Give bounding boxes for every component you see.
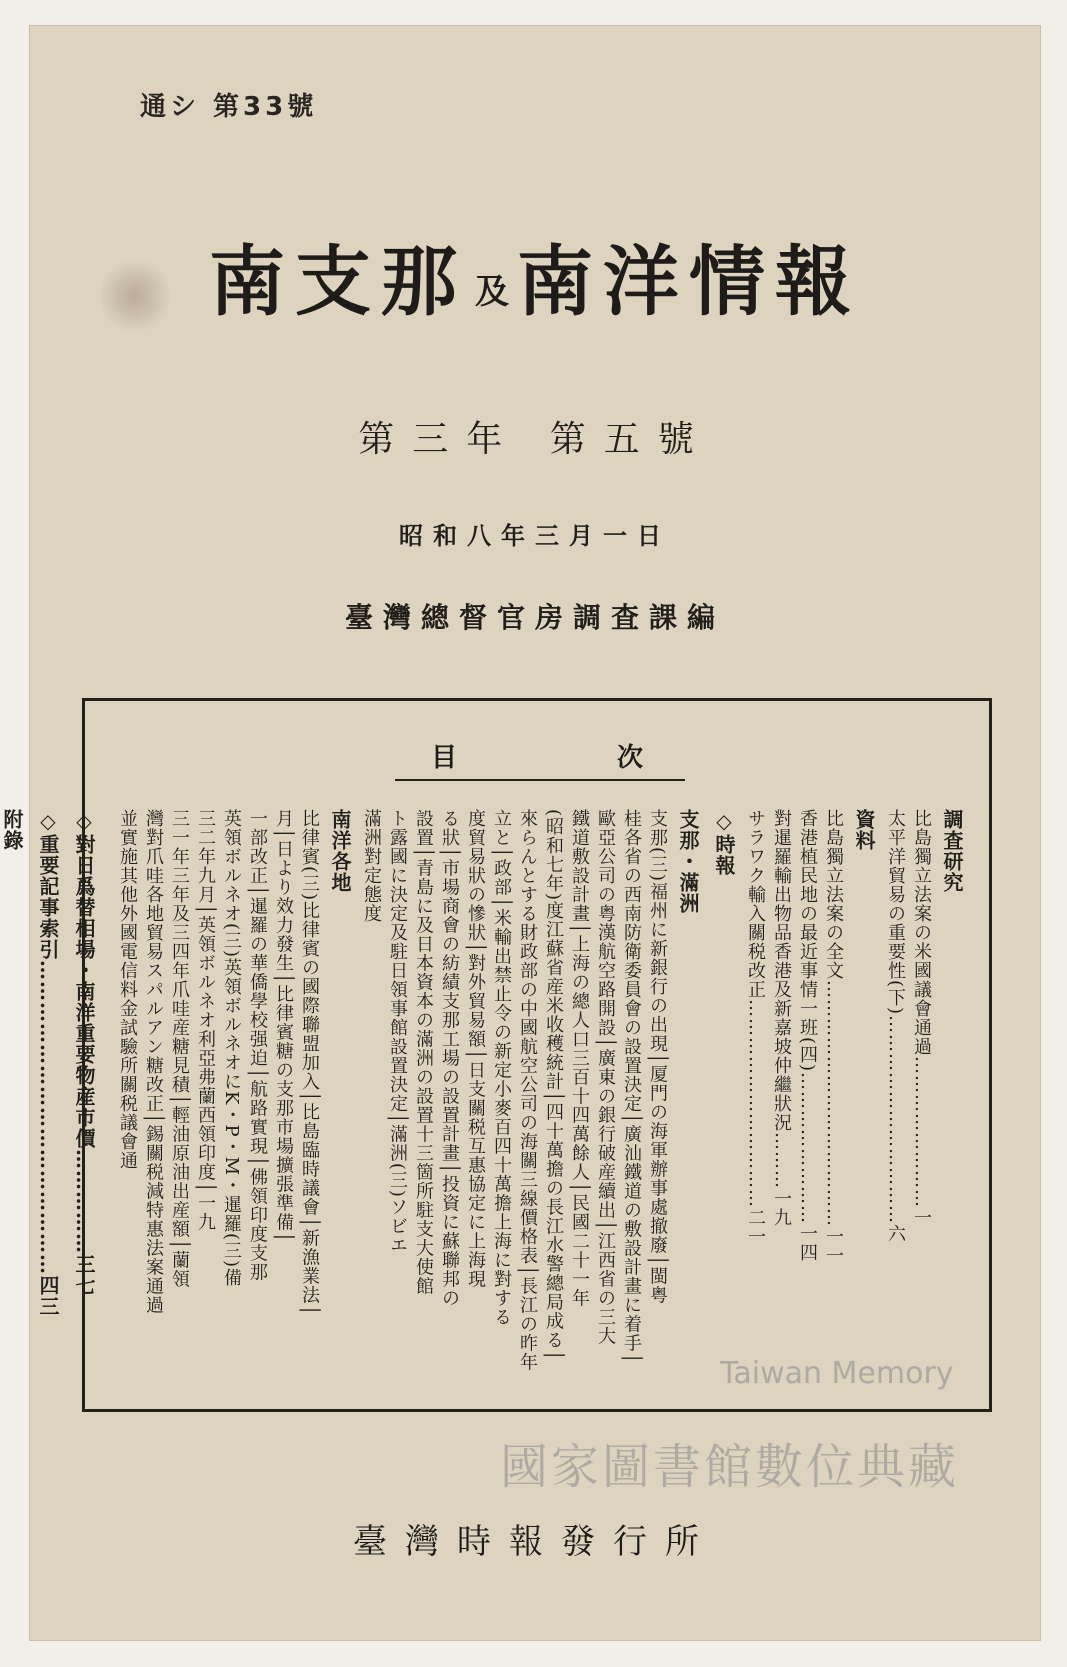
title-part2: 南洋情報 — [517, 237, 861, 326]
volume-issue: 第三年 第五號 — [358, 419, 712, 460]
toc-entry: ◇時報 — [712, 809, 736, 876]
toc-entry: 三一年三年及三四年爪哇産糖見積│輕油原油出産額│蘭領 — [169, 809, 190, 1289]
table-of-contents — [0, 698, 992, 1412]
toc-entry: 比島獨立法案の全文…………………………………一一 — [823, 809, 844, 1265]
toc-entry: 英領ボルネオ(三)英領ボルネオにK・P・M・暹羅(三)備 — [221, 809, 242, 1288]
toc-entry: 度貿易狀の慘狀│對外貿易額│日支關税互惠協定に上海現 — [465, 809, 486, 1289]
toc-entry: 桂各省の西南防衛委員會の設置決定│廣汕鐵道の敷設計畫に着手│ — [621, 809, 642, 1365]
toc-entry: 支那・滿洲 — [676, 809, 700, 914]
toc-divider — [395, 779, 685, 781]
toc-entry: 三二年九月│英領ボルネオ利亞弗蘭西領印度│一九 — [195, 809, 216, 1232]
toc-entry: 鐵道敷設計畫│上海の總人口三百十四萬餘人│民國二十一年 — [569, 809, 590, 1308]
page — [0, 26, 1040, 1640]
toc-entry: 歐亞公司の粤漢航空路開設│廣東の銀行破産續出│江西省の三大 — [595, 809, 616, 1346]
toc-entry: 設置│青島に及日本資本の滿洲の設置十三箇所駐支大使館 — [413, 809, 434, 1296]
toc-entry: (昭和七年)度江蘇省産米收穫統計│四十萬擔の長江水警總局成る│ — [543, 809, 564, 1362]
watermark: 國家圖書館數位典藏 — [500, 1439, 960, 1495]
main-title — [30, 221, 1040, 330]
toc-entry: ◇重要記事索引………………………………………四三 — [36, 809, 60, 1317]
series-number: 通シ 第33號 — [140, 92, 318, 122]
toc-entry: ト露國に決定及駐日領事館設置決定│滿洲(三)ソビエ — [387, 809, 408, 1255]
toc-entry: 支那(三)福州に新銀行の出現│厦門の海軍辦事處撤廢│閩粤 — [647, 809, 668, 1305]
toc-entry — [103, 809, 113, 1369]
publication-date: 昭和八年三月一日 — [399, 521, 671, 550]
title-part1: 南支那 — [209, 237, 467, 326]
toc-entry: 香港植民地の最近事情一班(四)……………………一四 — [797, 809, 818, 1263]
publisher: 臺灣時報發行所 — [353, 1522, 717, 1562]
toc-entry: 一部改正│暹羅の華僑學校强迫│航路實現│佛領印度支那 — [247, 809, 268, 1282]
toc-entry: 調査研究 — [940, 809, 964, 893]
toc-entry: 灣對爪哇各地貿易スパルアン糖改正│錫關税減特惠法案通過 — [143, 809, 164, 1315]
watermark-latin: Taiwan Memory — [720, 1356, 954, 1391]
toc-entry: 滿洲對定態度 — [361, 809, 382, 923]
toc-entry: る狀│市場商會の紡績支那工場の設置計畫│投資に蘇聯邦の — [439, 809, 460, 1308]
toc-entry: 比島獨立法案の米國議會通過……………………一 — [911, 809, 932, 1227]
toc-heading: 目次 — [430, 743, 803, 773]
toc-entry: ◇對日爲替相場・南洋重要物産市價……………三七 — [72, 809, 96, 1296]
toc-columns — [0, 809, 969, 1389]
toc-entry: 並實施其他外國電信料金試驗所關税議會通 — [117, 809, 138, 1170]
toc-entry: 附錄 — [0, 809, 24, 851]
toc-entry: 太平洋貿易の重要性(下)……………………………六 — [885, 809, 906, 1244]
toc-entry: 立と│政部│米輸出禁止令の新定小麥百四十萬擔上海に對する — [491, 809, 512, 1327]
toc-entry: サラワク輸入關税改正……………………………二一 — [745, 809, 766, 1246]
toc-entry: 比律賓(三)比律賓の國際聯盟加入│比島臨時議會│新漁業法│ — [299, 809, 320, 1317]
toc-entry: 月│日より效力發生│比律賓糖の支那市場擴張準備│ — [273, 809, 294, 1244]
toc-entry: 南洋各地 — [328, 809, 352, 893]
title-joiner: 及 — [475, 271, 509, 312]
toc-entry: 來らんとする財政部の中國航空公司の海關三線價格表│長江の昨年 — [517, 809, 538, 1372]
toc-entry: 資料 — [852, 809, 876, 851]
toc-entry: 對暹羅輸出物品香港及新嘉坡仲繼狀況………一九 — [771, 809, 792, 1227]
editor-credit: 臺灣總督官房調査課編 — [344, 601, 725, 634]
